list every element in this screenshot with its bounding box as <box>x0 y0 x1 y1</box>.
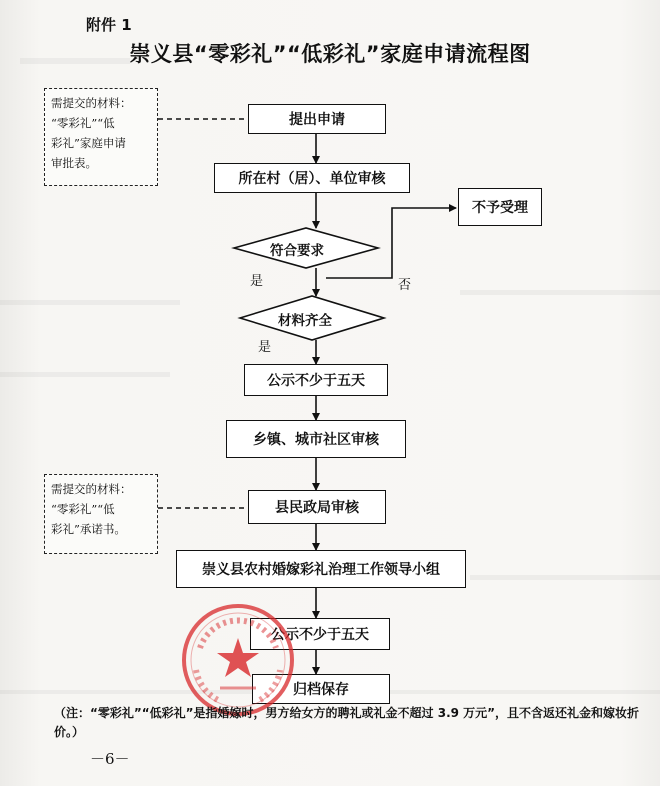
official-seal-icon <box>178 600 298 720</box>
note1-line: 需提交的材料： <box>51 96 132 110</box>
step-township-review-box: 乡镇、城市社区审核 <box>226 420 406 458</box>
step-archive-box: 归档保存 <box>252 674 390 704</box>
no-label: 否 <box>398 278 412 293</box>
step-leadership-group-box: 崇义县农村婚嫁彩礼治理工作领导小组 <box>176 550 466 588</box>
note1-line: “零彩礼”“低 <box>51 116 115 130</box>
yes-label-1: 是 <box>250 274 264 289</box>
decision-requirements-label: 符合要求 <box>270 243 324 259</box>
note1-line: 审批表。 <box>51 156 97 170</box>
note2-line: “零彩礼”“低 <box>51 502 115 516</box>
materials-note-1 <box>44 88 158 186</box>
page-title: 崇义县“零彩礼”“低彩礼”家庭申请流程图 <box>129 42 531 66</box>
note1-line: 彩礼”家庭申请 <box>51 136 126 150</box>
step-village-review-box: 所在村（居）、单位审核 <box>214 163 410 193</box>
step-apply-box: 提出申请 <box>248 104 386 134</box>
step-publicity-2-box: 公示不少于五天 <box>250 618 390 650</box>
note2-line: 需提交的材料： <box>51 482 132 496</box>
page-number: －6－ <box>90 750 130 768</box>
decision-materials-label: 材料齐全 <box>278 313 332 329</box>
yes-label-2: 是 <box>258 340 272 355</box>
footnote: （注：“零彩礼”“低彩礼”是指婚嫁时，男方给女方的聘礼或礼金不超过 3.9 万元”，且不含返还礼金和嫁妆折价。） <box>54 706 640 739</box>
step-civil-affairs-box: 县民政局审核 <box>248 490 386 524</box>
step-publicity-1-box: 公示不少于五天 <box>244 364 388 396</box>
reject-box: 不予受理 <box>458 188 542 226</box>
note2-line: 彩礼”承诺书。 <box>51 522 126 536</box>
attachment-label: 附件 1 <box>86 16 132 34</box>
materials-note-2 <box>44 474 158 554</box>
